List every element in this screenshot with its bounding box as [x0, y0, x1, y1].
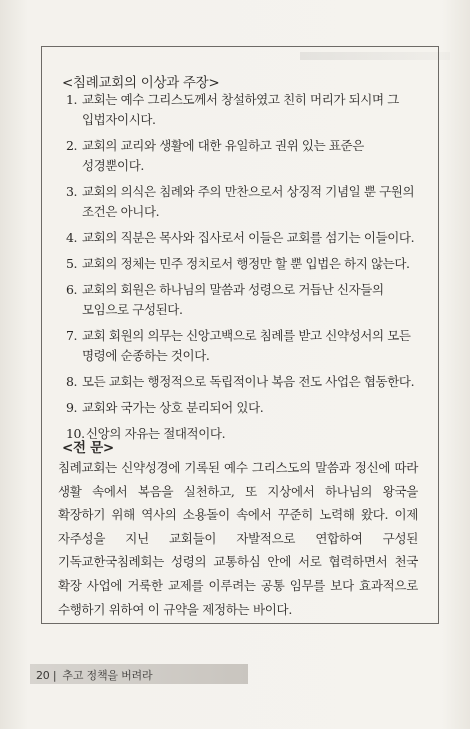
page-footer — [36, 667, 152, 683]
book-title: 추고 정책을 버려라 — [62, 669, 153, 682]
list-item: 7. 교회 회원의 의무는 신앙고백으로 침례를 받고 신약성서의 모든 명령에 순종하는 것이다. — [66, 328, 411, 363]
list-item: 9. 교회와 국가는 상호 분리되어 있다. — [66, 400, 264, 415]
list-item: 8. 모든 교회는 행정적으로 독립적이나 복음 전도 사업은 협동한다. — [66, 374, 415, 389]
list-item: 10.신앙의 자유는 절대적이다. — [66, 426, 226, 441]
principles-list — [66, 90, 416, 450]
preamble-heading: <전 문> — [62, 440, 114, 456]
principles-heading: <침례교회의 이상과 주장> — [62, 75, 220, 91]
list-item: 2. 교회의 교리와 생활에 대한 유일하고 권위 있는 표준은 성경뿐이다. — [66, 138, 364, 173]
list-item: 6. 교회의 회원은 하나님의 말씀과 성령으로 거듭난 신자들의 모임으로 구성된다. — [66, 282, 384, 317]
preamble-paragraph: 침례교회는 신약성경에 기록된 예수 그리스도의 말씀과 정신에 따라 생활 속에서 복음을 실천하고, 또 지상에서 하나님의 왕국을 확장하기 위해 역사의 소용돌이 속에서 꾸준히 노력해 왔다. 이제 자주성을 지닌 교회들이 자발적으로 연합하여 구성된 기독교한국침례회는 성령의 교통하심 안에 서로 협력하면서 천국 확장 사업에 거룩한 교제를 이루려는 공통 임무를 보다 효과적으로 수행하기 위하여 이 규약을 제정하는 바이다. — [58, 460, 418, 617]
list-item: 3. 교회의 의식은 침례와 주의 만찬으로서 상징적 기념일 뿐 구원의 조건은 아니다. — [66, 184, 415, 219]
list-item: 4. 교회의 직분은 목사와 집사로서 이들은 교회를 섬기는 이들이다. — [66, 230, 415, 245]
list-item: 1. 교회는 예수 그리스도께서 창설하였고 친히 머리가 되시며 그 입법자이시다. — [66, 92, 399, 127]
page-number: 20 | — [36, 669, 57, 682]
list-item: 5. 교회의 정체는 민주 정치로서 행정만 할 뿐 입법은 하지 않는다. — [66, 256, 410, 271]
